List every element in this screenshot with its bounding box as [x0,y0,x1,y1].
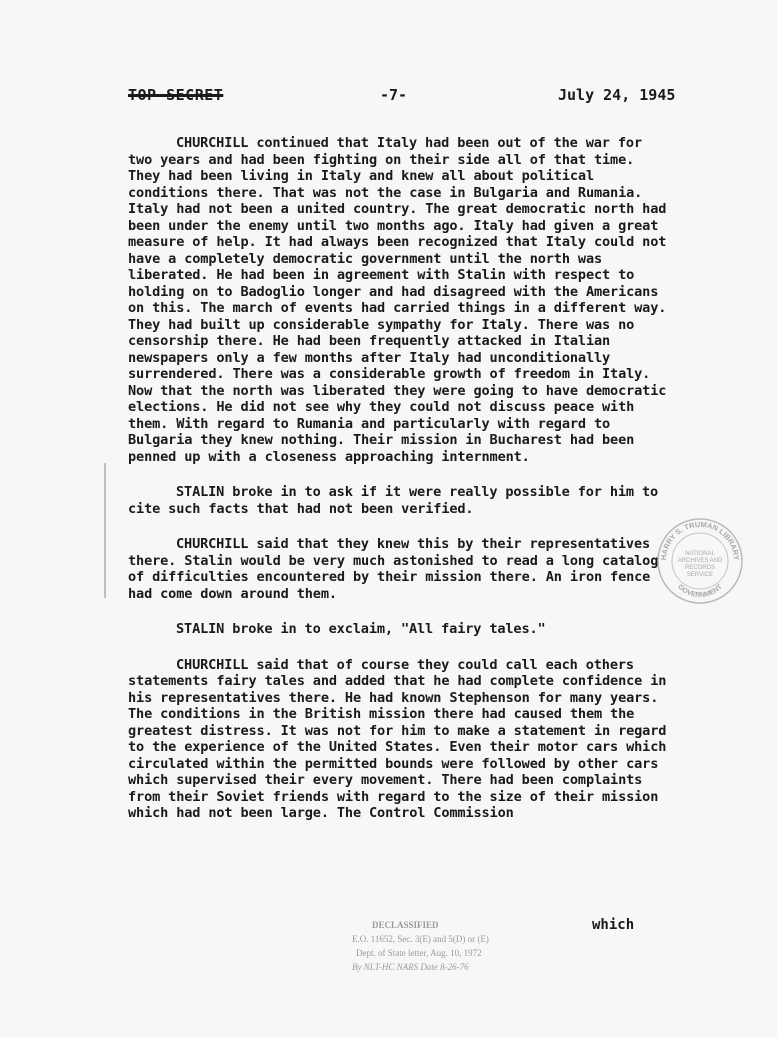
svg-text:NATIONAL: NATIONAL [685,551,715,557]
document-body [128,135,668,822]
margin-mark [104,463,106,598]
classification-marking: TOP SECRET [128,86,224,104]
document-date: July 24, 1945 [558,86,676,104]
library-seal-stamp [656,517,744,605]
declass-line: Dept. of State letter, Aug. 10, 1972 [356,948,482,958]
declass-line: E.O. 11652, Sec. 3(E) and 5(D) or (E) [352,934,489,944]
paragraph-churchill-italy: CHURCHILL continued that Italy had been out of the war for two years and had been fighting on their side all of that time. They had been living in Italy and knew all about political conditions there. That was not the case in Bulgaria and Rumania. Italy had not been a united country. The great democratic north had been under the enemy until two months ago. Italy had given a great measure of help. It had always been recognized that Italy could not have a completely democratic government until the north was liberated. He had been in agreement with Stalin with respect to holding on to Badoglio longer and had disagreed with the Americans on this. The march of events had carried things in a different way. They had built up considerable sympathy for Italy. There was no censorship there. He had been frequently attacked in Italian newspapers only a few months after Italy had unconditionally surrendered. There was a considerable growth of freedom in Italy. Now that the north was liberated they were going to have democratic elections. He did not see why they could not discuss peace with them. With regard to Rumania and particularly with regard to Bulgaria they knew nothing. Their mission in Bucharest had been penned up with a closeness approaching internment. [128,135,667,465]
continuation-word: which [592,917,635,933]
svg-text:GOVERNMENT: GOVERNMENT [676,583,724,600]
svg-text:ARCHIVES AND: ARCHIVES AND [677,558,723,564]
paragraph-churchill-representatives: CHURCHILL said that they knew this by their representatives there. Stalin would be very much astonished to read a long catalog of difficulties encountered by their mission there. An iron fence had come down around them. [128,536,659,602]
page-number: -7- [380,86,408,104]
declass-line: DECLASSIFIED [372,920,439,930]
paragraph-stalin-verify: STALIN broke in to ask if it were really possible for him to cite such facts that had not been verified. [128,484,659,517]
declassification-stamp [352,918,582,974]
declass-line: By NLT-HC NARS Date 8-26-76 [352,962,469,972]
paragraph-stalin-fairy-tales: STALIN broke in to exclaim, "All fairy tales." [176,621,546,637]
svg-text:HARRY S. TRUMAN LIBRARY: HARRY S. TRUMAN LIBRARY [658,519,742,561]
svg-text:RECORDS: RECORDS [684,565,716,571]
svg-text:SERVICE: SERVICE [686,572,714,578]
paragraph-churchill-mission: CHURCHILL said that of course they could call each others statements fairy tales and added that he had complete confidence in his representatives there. He had known Stephenson for many years. The conditions in the British mission there had caused them the greatest distress. It was not for him to make a statement in regard to the experience of the United States. Even their motor cars which circulated within the permitted bounds were followed by other cars which supervised their every movement. There had been complaints from their Soviet friends with regard to the size of their mission which had not been large. The Control Commission [128,656,667,821]
